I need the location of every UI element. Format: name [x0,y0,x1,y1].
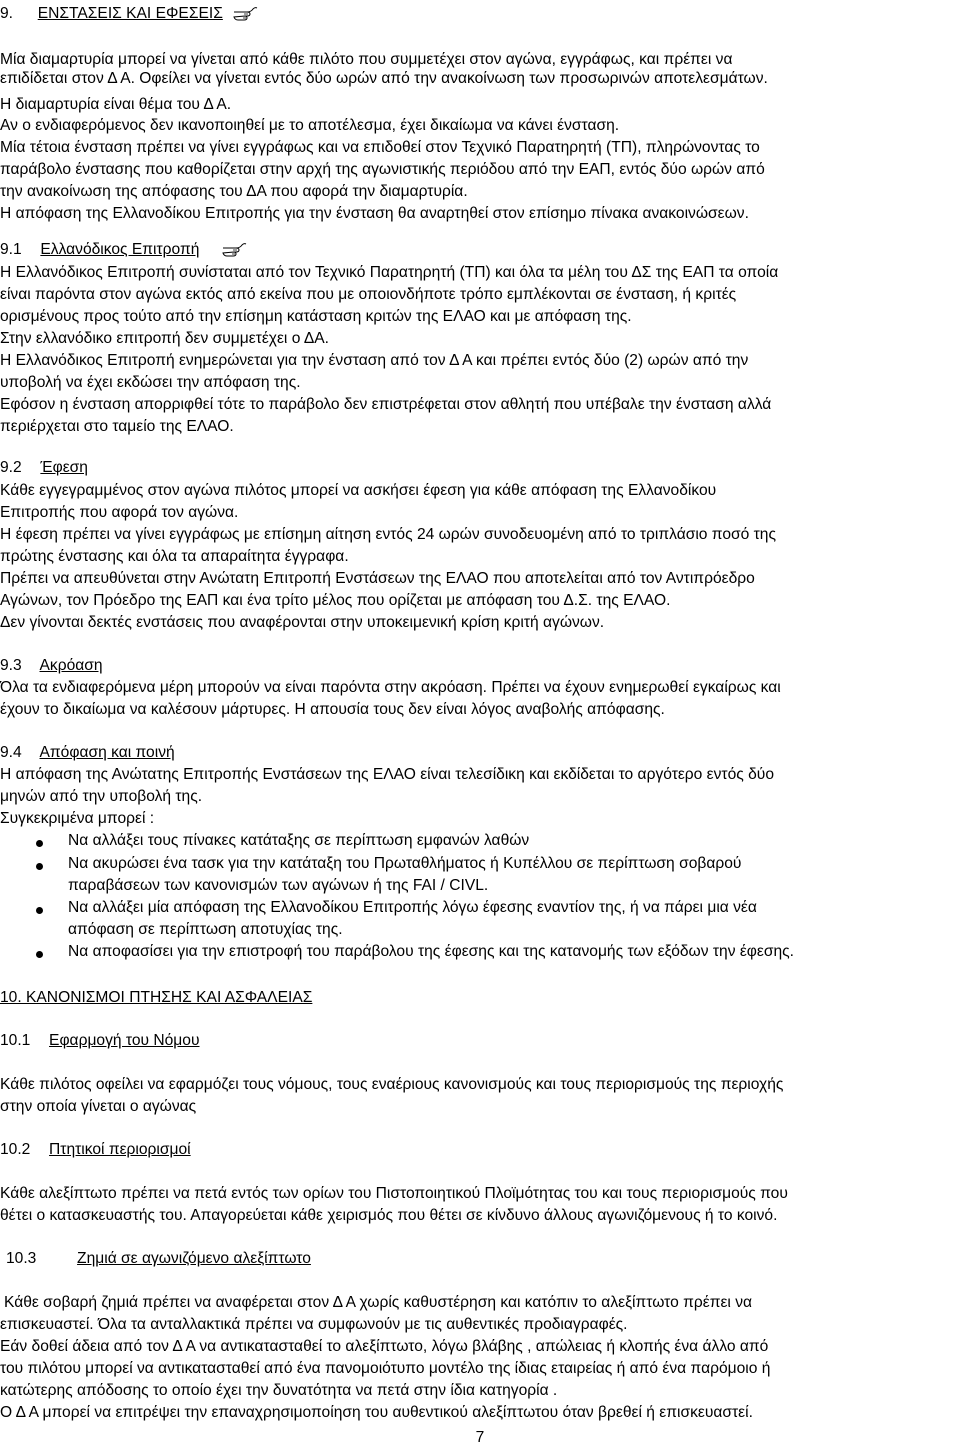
section-10-3-heading [6,1249,311,1268]
paragraph-line: Κάθε αλεξίπτωτο πρέπει να πετά εντός των ορίων του Πιστοποιητικού Πλοϊμότητας του και τους περιορισμούς που [0,1185,788,1202]
paragraph-line: Η απόφαση της Ελλανοδίκου Επιτροπής για την ένσταση θα αναρτηθεί στον επίσημο πίνακα ανακοινώσεων. [0,205,749,222]
section-10-heading: 10. ΚΑΝΟΝΙΣΜΟΙ ΠΤΗΣΗΣ ΚΑΙ ΑΣΦΑΛΕΙΑΣ [0,989,313,1006]
page-number: 7 [475,1429,485,1446]
paragraph-line: την ανακοίνωση της απόφασης του ΔΑ που αφορά την διαμαρτυρία. [0,183,468,200]
pointing-hand-icon [233,6,259,22]
paragraph-line: Η απόφαση της Ανώτατης Επιτροπής Ενστάσεων της ΕΛΑΟ είναι τελεσίδικη και εκδίδεται το αργότερο εντός δύο [0,766,774,783]
list-item-continuation: παραβάσεων των κανονισμών των αγώνων ή της FAI / CIVL. [68,877,489,894]
paragraph-line: επισκευαστεί. Όλα τα ανταλλακτικά πρέπει να συμφωνούν με τις αυθεντικές προδιαγραφές. [0,1316,628,1333]
paragraph-line: Μία τέτοια ένσταση πρέπει να γίνει εγγράφως και να επιδοθεί στον Τεχνικό Παρατηρητή (ΤΠ), πληρώνοντας το [0,139,760,156]
section-number: 9.2 [0,459,22,476]
paragraph-line: Επιτροπής που αφορά τον αγώνα. [0,504,239,521]
section-title: Απόφαση και ποινή [39,744,175,761]
paragraph-line: Κάθε πιλότος οφείλει να εφαρμόζει τους νόμους, τους εναέριους κανονισμούς και τους περιορισμούς της περιοχής [0,1076,784,1093]
pointing-hand-icon [222,242,248,258]
paragraph-line: Αν ο ενδιαφερόμενος δεν ικανοποιηθεί με το αποτέλεσμα, έχει δικαίωμα να κάνει ένσταση. [0,117,620,134]
section-number: 9.4 [0,744,22,761]
paragraph-line: επιδίδεται στον Δ Α. Οφείλει να γίνεται εντός δύο ωρών από την ανακοίνωση των προσωρινών αποτελεσμάτων. [0,70,768,87]
paragraph-line: Εάν δοθεί άδεια από τον Δ Α να αντικατασταθεί το αλεξίπτωτο, λόγω βλάβης , απώλειας ή κλοπής ένα άλλο από [0,1338,769,1355]
paragraph-line: μηνών από την υποβολή της. [0,788,203,805]
paragraph-line: ορισμένους προς τούτο από την επίσημη κατάσταση κριτών της ΕΛΑΟ και με απόφαση της. [0,308,632,325]
list-item: Να αλλάξει τους πίνακες κατάταξης σε περίπτωση εμφανών λαθών [68,832,530,849]
section-10-2-heading [0,1140,191,1159]
section-title: Ακρόαση [39,657,103,674]
paragraph-line: Η έφεση πρέπει να γίνει εγγράφως με επίσημη αίτηση εντός 24 ωρών συνοδευομένη από το τριπλάσιο ποσό της [0,526,776,543]
paragraph-line: υποβολή να έχει εκδώσει την απόφαση της. [0,374,301,391]
paragraph-line: Η Ελλανόδικος Επιτροπή συνίσταται από τον Τεχνικό Παρατηρητή (ΤΠ) και όλα τα μέλη του ΔΣ της ΕΑΠ τα οποία [0,264,779,281]
section-number: 10.3 [6,1250,37,1267]
paragraph-line: παράβολο ένστασης που καθορίζεται στην αρχή της αγωνιστικής περιόδου από την ΕΑΠ, εντός δύο ωρών από [0,161,765,178]
section-9-2-heading [0,458,88,477]
paragraph-line: περιέρχεται στο ταμείο της ΕΛΑΟ. [0,418,234,435]
paragraph-line: Η διαμαρτυρία είναι θέμα του Δ Α. [0,96,232,113]
paragraph-line: Όλα τα ενδιαφερόμενα μέρη μπορούν να είναι παρόντα στην ακρόαση. Πρέπει να έχουν ενημερωθεί εγκαίρως και [0,679,781,696]
list-item-continuation: απόφαση σε περίπτωση αποτυχίας της. [68,921,343,938]
section-title: Ζημιά σε αγωνιζόμενο αλεξίπτωτο [77,1250,311,1267]
bullet-dot [36,863,43,870]
section-9-1-heading [0,240,248,259]
section-9-heading [0,4,259,23]
paragraph-line: πρώτης ένστασης και όλα τα απαραίτητα έγγραφα. [0,548,349,565]
bullet-dot [36,907,43,914]
paragraph-line: Εφόσον η ένσταση απορριφθεί τότε το παράβολο δεν επιστρέφεται στον αθλητή που υπέβαλε την ένσταση αλλά [0,396,772,413]
paragraph-line: θέτει ο κατασκευαστής του. Απαγορεύεται κάθε χειρισμός που θέτει σε κίνδυνο άλλους αγωνιζόμενους ή το κοινό. [0,1207,778,1224]
paragraph-line: Η Ελλανόδικος Επιτροπή ενημερώνεται για την ένσταση από τον Δ Α και πρέπει εντός δύο (2) ωρών από την [0,352,749,369]
section-number: 10.2 [0,1141,31,1158]
list-item: Να αλλάξει μία απόφαση της Ελλανοδίκου Επιτροπής λόγω έφεσης εναντίον της, ή να πάρει μια νέα [68,899,757,916]
section-9-title: ΕΝΣΤΑΣΕΙΣ ΚΑΙ ΕΦΕΣΕΙΣ [37,5,223,22]
section-title: Εφαρμογή του Νόμου [49,1032,200,1049]
paragraph-line: Πρέπει να απευθύνεται στην Ανώτατη Επιτροπή Ενστάσεων της ΕΛΑΟ που αποτελείται από τον Αντιπρόεδρο [0,570,755,587]
bullet-dot [36,951,43,958]
bullet-dot [36,840,43,847]
paragraph-line: Μία διαμαρτυρία μπορεί να γίνεται από κάθε πιλότο που συμμετέχει στον αγώνα, εγγράφως, και πρέπει να [0,51,733,68]
list-item: Να ακυρώσει ένα τασκ για την κατάταξη του Πρωταθλήματος ή Κυπέλλου σε περίπτωση σοβαρού [68,855,742,872]
paragraph-line: Δεν γίνονται δεκτές ενστάσεις που αναφέρονται στην υποκειμενική κρίση κριτή αγώνων. [0,614,605,631]
list-item: Να αποφασίσει για την επιστροφή του παράβολου της έφεσης και της κατανομής των εξόδων την έφεσης. [68,943,794,960]
paragraph-line: Αγώνων, τον Πρόεδρο της ΕΑΠ και ένα τρίτο μέλος που ορίζεται με απόφαση του Δ.Σ. της ΕΛΑΟ. [0,592,671,609]
section-number: 10.1 [0,1032,31,1049]
paragraph-line: του πιλότου μπορεί να αντικατασταθεί από ένα πανομοιότυπο μοντέλο της ίδιας εταιρείας ή από ένα παρόμοιο ή [0,1360,771,1377]
paragraph-line: Συγκεκριμένα μπορεί : [0,810,155,827]
section-number: 9.1 [0,241,22,258]
section-9-3-heading [0,656,103,675]
section-10-1-heading [0,1031,200,1050]
paragraph-line: κατώτερης απόδοσης το οποίο έχει την δυνατότητα να πετά στην ίδια κατηγορία . [0,1382,558,1399]
section-title: Πτητικοί περιορισμοί [49,1141,191,1158]
paragraph-line: είναι παρόντα στον αγώνα εκτός από εκείνα που με οποιονδήποτε τρόπο εμπλέκονται σε ένσταση, ή κριτές [0,286,737,303]
paragraph-line: έχουν το δικαίωμα να καλέσουν μάρτυρες. Η απουσία τους δεν είναι λόγος αναβολής απόφασης. [0,701,665,718]
section-title: Έφεση [40,459,88,476]
paragraph-line: Κάθε εγγεγραμμένος στον αγώνα πιλότος μπορεί να ασκήσει έφεση για κάθε απόφαση της Ελλανοδίκου [0,482,717,499]
paragraph-line: στην οποία γίνεται ο αγώνας [0,1098,197,1115]
section-title: Ελλανόδικος Επιτροπή [40,241,200,258]
section-number: 9.3 [0,657,22,674]
paragraph-line: Κάθε σοβαρή ζημιά πρέπει να αναφέρεται στον Δ Α χωρίς καθυστέρηση και κατόπιν το αλεξίπτωτο πρέπει να [4,1294,753,1311]
paragraph-line: Στην ελλανόδικο επιτροπή δεν συμμετέχει ο ΔΑ. [0,330,329,347]
paragraph-line: Ο Δ Α μπορεί να επιτρέψει την επαναχρησιμοποίηση του αυθεντικού αλεξίπτωτου όταν βρεθεί ή επισκευαστεί. [0,1404,753,1421]
section-9-number: 9. [0,5,14,22]
section-9-4-heading [0,743,175,762]
